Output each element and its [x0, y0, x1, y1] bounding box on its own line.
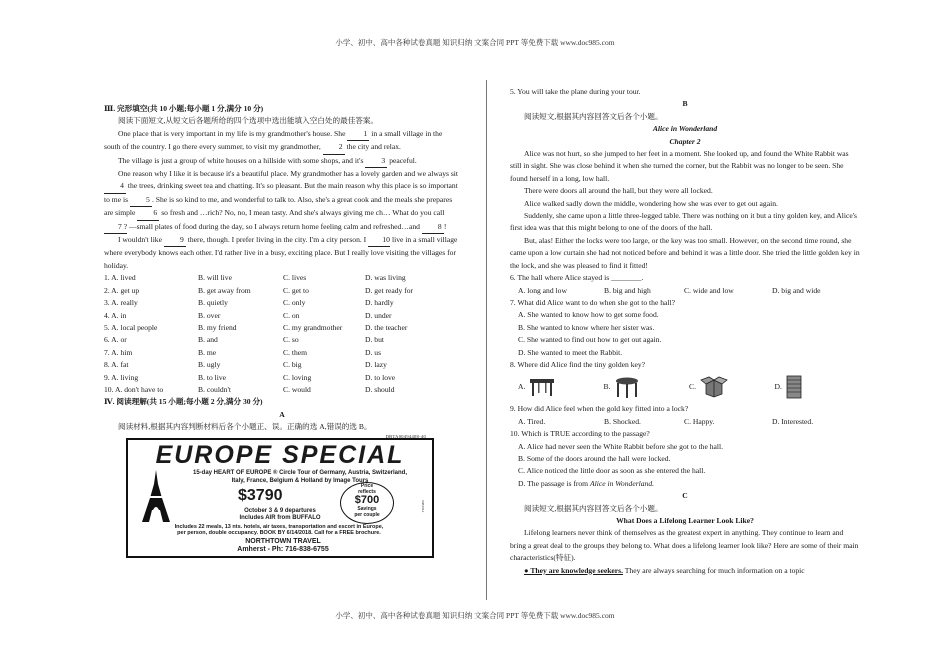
question-10: 10. Which is TRUE according to the passage? [510, 429, 650, 439]
option: B. my friend [198, 322, 237, 332]
eiffel-tower-icon [136, 468, 176, 524]
option-b: B. [604, 376, 690, 398]
option: B. Some of the doors around the hall were locked. [518, 453, 671, 463]
option-row [104, 272, 460, 284]
section-c-paragraph-1: Lifelong learners never think of themselves as the greatest expert in anything. They continue to learn and bring a great deal to the groups they belong to. What does a lifelong learner look like? Here are some of their main characteristics(特征). [510, 528, 859, 563]
question-8-options [518, 375, 860, 399]
option: B. me [198, 347, 217, 357]
option: C. them [283, 347, 308, 357]
page-footer: 小学、初中、高中各种试卷真题 知识归纳 文案合同 PPT 等免费下载 www.doc985.com [335, 611, 615, 620]
question-7: 7. What did Alice want to do when she got to the hall? [510, 297, 675, 307]
ad-side-code: 0082014 [421, 499, 425, 512]
ad-dates: October 3 & 9 departures Includes AIR from BUFFALO [239, 507, 321, 521]
option: C. would [283, 384, 311, 394]
left-column [104, 103, 460, 558]
option: 9. A. living [104, 372, 139, 382]
option: D. should [365, 384, 395, 394]
section-b-label: B [682, 99, 688, 109]
section-b-instruction: 阅读短文,根据其内容回答文后各个小题。 [524, 111, 663, 121]
option: 3. A. really [104, 298, 138, 308]
option-d: D. [775, 375, 861, 399]
ad-company: NORTHTOWN TRAVEL Amherst - Ph: 716-838-6755 [237, 537, 329, 553]
section-c-bullet-1: ● They are knowledge seekers. They are always searching for much information on a topic [524, 565, 805, 575]
section-c-title: What Does a Lifelong Learner Look Like? [616, 516, 754, 525]
cloze-paragraph-2: The village is just a group of white houses on a hillside with some shops, and it's 3 peaceful. [104, 155, 460, 168]
blank-8: 8 [422, 221, 444, 234]
bookshelf-icon [786, 375, 802, 399]
option-row [104, 347, 460, 359]
option: C. so [283, 335, 299, 345]
option-row [104, 297, 460, 309]
blank-7: 7 ? [104, 221, 127, 234]
option: B. get away from [198, 285, 251, 295]
question-6: 6. The hall where Alice stayed is ________. [510, 273, 644, 283]
blank-4: 4 [104, 180, 126, 193]
option: 5. A. local people [104, 322, 158, 332]
option: 1. A. lived [104, 273, 136, 283]
option: D. to love [365, 372, 396, 382]
blank-3: 3 [365, 155, 387, 168]
option: A. long and low [518, 285, 567, 295]
option: 2. A. get up [104, 285, 140, 295]
ad-code: DBTA00494408-40 [385, 433, 426, 439]
section-a-instruction: 阅读材料,根据其内容判断材料后各个小题正、误。正确的选 A,错误的选 B。 [118, 422, 372, 432]
option: C. wide and low [684, 285, 734, 295]
section-a-label: A [279, 409, 285, 419]
three-legged-table-icon [614, 376, 640, 398]
story-paragraph-1: Alice was not hurt, so she jumped to her feet in a moment. She looked up, and found the White Rabbit was still in sight. She was close behind it when she turned the corner, but the Rabbit was no longer to be seen. She found herself in a long, low hall. [510, 149, 849, 183]
option: B. to live [198, 372, 227, 382]
option: C. only [283, 298, 306, 308]
right-column [510, 86, 860, 577]
ad-subtitle-1: 15-day HEART OF EUROPE ® Circle Tour of Germany, Austria, Switzerland, [192, 469, 408, 476]
option: 7. A. him [104, 347, 133, 357]
option: B. couldn't [198, 384, 232, 394]
option: 6. A. or [104, 335, 127, 345]
option-row [104, 384, 460, 396]
blank-5: 5 [130, 194, 152, 207]
section-c-instruction: 阅读短文,根据其内容回答文后各个小题。 [524, 503, 663, 513]
ad-description: Includes 22 meals, 13 nts. hotels, air taxes, transportation and escort in Europe, per person, double occupancy. BOOK BY 6/14/2018. Call for a FREE brochure. [174, 523, 384, 537]
option: B. Shocked. [604, 416, 641, 426]
option: D. the teacher [365, 322, 408, 332]
option: D. lazy [365, 360, 387, 370]
option-row [104, 310, 460, 322]
option: C. loving [283, 372, 312, 382]
option: C. Happy. [684, 416, 715, 426]
europe-special-ad [126, 433, 434, 558]
option-row [104, 372, 460, 384]
page-header: 小学、初中、高中各种试卷真题 知识归纳 文案合同 PPT 等免费下载 www.doc985.com [335, 38, 615, 47]
story-paragraph-4: Suddenly, she came upon a little three-legged table. There was nothing on it but a tiny golden key, and Alice's first idea was that this might belong to one of the doors of the hall. [510, 211, 858, 233]
option: D. She wanted to meet the Rabbit. [518, 347, 623, 357]
section-c-label: C [682, 491, 688, 501]
cloze-heading: Ⅲ. 完形填空(共 10 小题;每小题 1 分,满分 10 分) [104, 104, 264, 113]
story-paragraph-5: But, alas! Either the locks were too large, or the key was too small. However, on the second time round, she came upon a low curtain she had not noticed before and behind it was a little door. She tried the little golden key in the lock, and she was pleased to find it fitted! [510, 235, 860, 270]
option: C. big [283, 360, 302, 370]
blank-1: 1 [347, 128, 369, 141]
option: B. will live [198, 273, 232, 283]
question-9-options [510, 416, 860, 428]
story-paragraph-3: Alice walked sadly down the middle, wondering how she was ever to get out again. [524, 198, 778, 208]
option: C. my grandmother [283, 322, 343, 332]
option-a: A. [518, 377, 604, 397]
option: D. big and wide [772, 285, 821, 295]
savings-badge: Price reflects $700 Savings per couple [340, 482, 394, 524]
question-6-options [510, 285, 860, 297]
option: C. on [283, 310, 300, 320]
cloze-options [104, 272, 460, 396]
question-9: 9. How did Alice feel when the gold key fitted into a lock? [510, 404, 689, 414]
option: 4. A. in [104, 310, 127, 320]
option-row [104, 359, 460, 371]
square-table-icon [529, 377, 555, 397]
option: B. She wanted to know where her sister was. [518, 322, 655, 332]
cloze-paragraph-4: I wouldn't like 9 there, though. I prefer living in the city. I'm a city person. I 10 live in a small village where everybody knows each other. I'd rather live in a busy, exciting place. But I really love visiting the villages for holiday. [104, 235, 458, 270]
option-c: C. [689, 376, 775, 398]
option: C. get to [283, 285, 309, 295]
option: B. and [198, 335, 218, 345]
blank-6: 6 [137, 207, 159, 220]
option: 8. A. fat [104, 360, 129, 370]
blank-10: 10 [368, 234, 390, 247]
option: D. under [365, 310, 392, 320]
option-row [104, 285, 460, 297]
option: B. big and high [604, 285, 651, 295]
question-8: 8. Where did Alice find the tiny golden key? [510, 359, 646, 369]
option: D. get ready for [365, 285, 414, 295]
option: D. was living [365, 273, 406, 283]
option: C. Alice noticed the little door as soon as she entered the hall. [518, 466, 706, 476]
ad-price: $3790 [238, 486, 283, 504]
option: D. The passage is from Alice in Wonderland. [518, 478, 655, 488]
cloze-paragraph-1: One place that is very important in my life is my grandmother's house. She 1 in a small village in the south of the country. I go there every summer, to visit my grandmother, 2 the city and relax. [104, 128, 460, 155]
story-paragraph-2: There were doors all around the hall, but they were all locked. [524, 186, 713, 196]
option: D. Interested. [772, 416, 814, 426]
story-chapter: Chapter 2 [669, 136, 701, 146]
option: C. She wanted to find out how to get out again. [518, 335, 662, 345]
ad-title: EUROPE SPECIAL [155, 440, 405, 469]
blank-2: 2 [323, 141, 345, 154]
reading-heading: Ⅳ. 阅读理解(共 15 小题;每小题 2 分,满分 30 分) [104, 397, 263, 407]
option: B. ugly [198, 360, 221, 370]
option: D. us [365, 347, 382, 357]
option: D. hardly [365, 298, 394, 308]
option: A. She wanted to know how to get some food. [518, 310, 659, 320]
option: A. Tired. [518, 416, 546, 426]
blank-9: 9 [164, 234, 186, 247]
option: D. but [365, 335, 384, 345]
option: A. Alice had never seen the White Rabbit before she got to the hall. [518, 441, 724, 451]
story-title: Alice in Wonderland [652, 124, 718, 134]
open-box-icon [700, 376, 728, 398]
option-row [104, 322, 460, 334]
ad-subtitle-2: Italy, France, Belgium & Holland by Image Tours [231, 477, 369, 484]
question-5: 5. You will take the plane during your tour. [510, 87, 641, 96]
cloze-paragraph-3: One reason why I like it is because it's a beautiful place. My grandmother has a lovely garden and we always sit 4 the trees, drinking sweet tea and chatting. It's so pleasant. But the main reason why this place is so important to me is 5 . She is so kind to me, and wonderful to talk to. Also, she's a great cook and the meals she prepares are simple 6 so fresh and …rich? No, no, I mean tasty. And she's always giving me ch… What do you call 7 ? —small plates of food during the day, so I always return home feeling calm and refreshed…and 8 ! [104, 168, 460, 234]
option: B. over [198, 310, 221, 320]
cloze-instruction: 阅读下面短文,从短文后各题所给的四个选项中选出能填入空白处的最佳答案。 [118, 116, 379, 126]
option-row [104, 334, 460, 346]
option: C. lives [283, 273, 307, 283]
column-divider [486, 80, 487, 600]
option: 10. A. don't have to [104, 384, 164, 394]
option: B. quietly [198, 298, 228, 308]
